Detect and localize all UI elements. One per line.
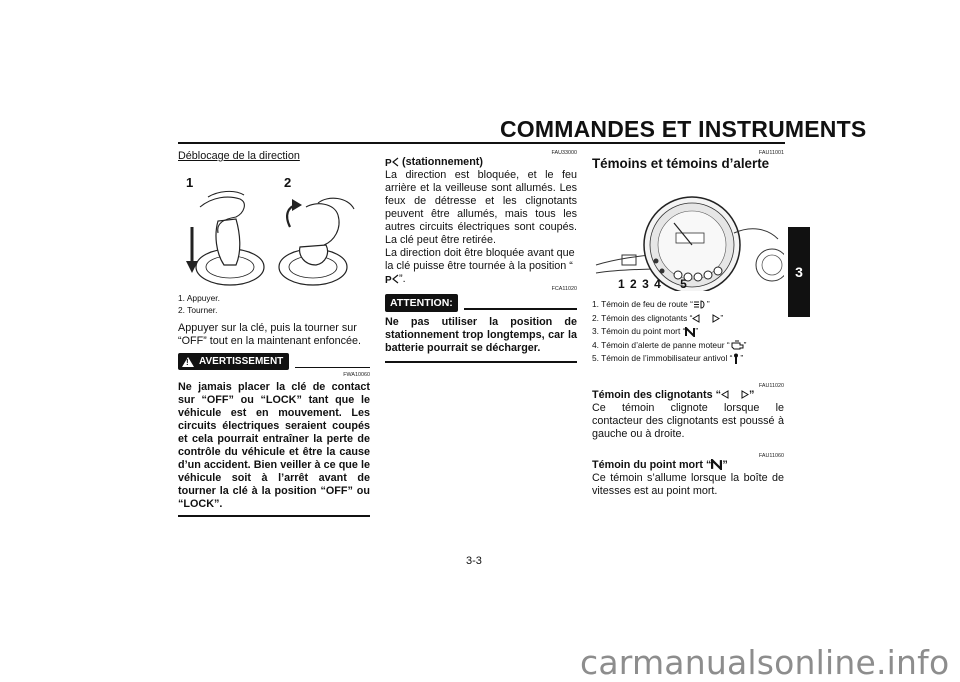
- turn-signal-icon: [692, 314, 720, 323]
- turn-signal-body: Ce témoin clignote lorsque le contacteur des clignotants est poussé à gauche ou à droite.: [592, 401, 784, 440]
- warning-end-rule: [178, 515, 370, 517]
- instruction-text: Appuyer sur la clé, puis la tourner sur “OFF” tout en la maintenant enfoncée.: [178, 322, 362, 347]
- warning-icon: !: [182, 357, 194, 367]
- legend-item: 4. Témoin d’alerte de panne moteur “ ”: [592, 339, 747, 350]
- page-number: 3-3: [466, 555, 482, 567]
- caption-2: 2. Tourner.: [178, 304, 218, 315]
- legend-item: 3. Témoin du point mort “ ”: [592, 326, 699, 336]
- high-beam-icon: [693, 300, 707, 309]
- column-right: [592, 150, 784, 498]
- chapter-tab[interactable]: 3: [788, 227, 810, 317]
- parking-body-1: La direction est bloquée, et le feu arrière et la veilleuse sont allumés. Les feux de détresse et les clignotants peuvent être allumés, mais tous les autres circuits électriques sont coupés. La clé peut être retirée.: [385, 169, 577, 246]
- neutral-icon: [685, 327, 695, 337]
- caption-1: 1. Appuyer.: [178, 293, 220, 303]
- figure-number: 4: [654, 277, 662, 291]
- parking-body-2: [385, 247, 577, 286]
- attention-header: [385, 294, 577, 312]
- neutral-icon: [711, 459, 722, 470]
- parking-heading: [385, 156, 577, 169]
- warning-code: FWA10060: [343, 372, 370, 378]
- figure-number: 3: [642, 277, 650, 291]
- warning-text: Ne jamais placer la clé de contact sur “OFF” ou “LOCK” tant que le véhicule est en mouvement. Les circuits électriques seraient coupés et cela pourrait entraîner la perte de contrôle du véhicule et être la cause d’un accident. Bien veiller à ce que le véhicule soit à l’arrêt avant de tourner la clé à la position “OFF” ou “LOCK”.: [178, 381, 370, 510]
- column-middle: [385, 150, 577, 363]
- section-code: FAU11060: [758, 452, 784, 459]
- parking-body-2-start: La direction doit être bloquée avant que la clé puisse être tournée à la position “: [385, 247, 575, 272]
- page-header-title: COMMANDES ET INSTRUMENTS: [500, 116, 867, 142]
- warning-label: AVERTISSEMENT: [199, 356, 284, 367]
- neutral-heading: Témoin du point mort “ ”: [592, 458, 728, 471]
- parking-icon: [385, 157, 399, 167]
- section-code: FAU11020: [758, 382, 784, 389]
- attention-header-rule: [464, 308, 577, 310]
- svg-text:P: P: [385, 158, 392, 168]
- figure-number: 1: [618, 277, 626, 291]
- svg-text:P: P: [385, 275, 392, 285]
- attention-text: Ne pas utiliser la position de stationnement trop longtemps, car la batterie pourrait se décharger.: [385, 316, 577, 354]
- attention-badge: ATTENTION:: [385, 294, 458, 312]
- neutral-body: Ce témoin s’allume lorsque la boîte de vitesses est au point mort.: [592, 471, 784, 497]
- warning-badge: [178, 353, 289, 370]
- warning-header: [178, 353, 370, 370]
- indicators-heading: Témoins et témoins d’alerte: [592, 156, 770, 171]
- key-illustration: [178, 167, 370, 287]
- key-figure: [178, 167, 370, 287]
- turn-signal-icon: [721, 390, 749, 399]
- figure-label-2: 2: [284, 175, 292, 190]
- section-code: FAU33000: [551, 150, 577, 156]
- section-code: FAU11001: [758, 150, 784, 156]
- turn-signal-heading: Témoin des clignotants “ ”: [592, 388, 755, 401]
- column-left: [178, 150, 370, 517]
- parking-icon-inline: [385, 274, 399, 284]
- legend-item: 1. Témoin de feu de route “ ”: [592, 299, 710, 309]
- legend-item: 5. Témoin de l’immobilisateur antivol “ ”: [592, 353, 744, 363]
- section-heading: Déblocage de la direction: [178, 150, 300, 162]
- attention-end-rule: [385, 361, 577, 363]
- parking-body-2-end: ”.: [399, 273, 406, 285]
- parking-heading-text: (stationnement): [402, 156, 483, 168]
- figure-number-row: [618, 277, 688, 291]
- header-rule: [178, 142, 785, 144]
- figure-number: 5: [680, 277, 688, 291]
- legend-item: 2. Témoin des clignotants “ ”: [592, 312, 724, 323]
- watermark: carmanualsonline.info: [580, 643, 950, 682]
- engine-trouble-icon: [730, 340, 744, 350]
- attention-code: FCA11020: [551, 286, 577, 292]
- speedometer-illustration: [592, 173, 784, 291]
- speedometer-figure: [592, 173, 784, 291]
- figure-label-1: 1: [186, 175, 194, 190]
- figure-number: 2: [630, 277, 638, 291]
- warning-header-rule: [295, 367, 370, 369]
